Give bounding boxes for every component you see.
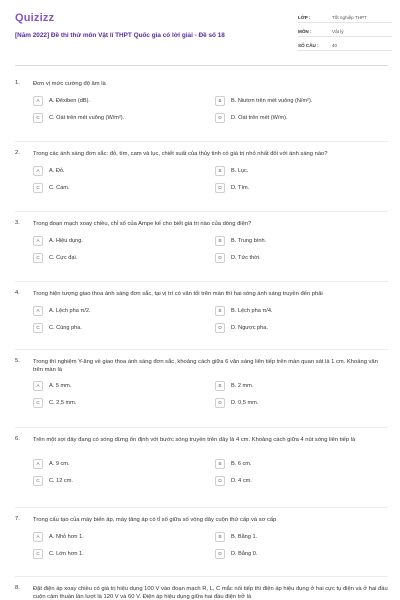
answer-option-b[interactable] bbox=[215, 165, 385, 176]
answer-option-c[interactable] bbox=[33, 548, 203, 559]
option-text: A. 5 mm. bbox=[49, 382, 72, 389]
option-text: B. Trung bình. bbox=[231, 237, 267, 244]
option-key-box: C bbox=[33, 476, 43, 486]
meta-count-row bbox=[298, 40, 392, 51]
option-key-box: D bbox=[215, 113, 225, 123]
option-text: C. Cực đại. bbox=[49, 254, 78, 261]
answer-option-b[interactable] bbox=[215, 235, 385, 246]
answer-option-d[interactable] bbox=[215, 322, 385, 333]
option-text: B. 6 cm. bbox=[231, 460, 252, 467]
quizizz-logo: Quizizz bbox=[15, 12, 55, 24]
answer-option-d[interactable] bbox=[215, 475, 385, 486]
option-text: D. Oát trên mét (W/m). bbox=[231, 114, 288, 121]
answer-option-b[interactable] bbox=[215, 458, 385, 469]
answer-option-d[interactable] bbox=[215, 112, 385, 123]
option-key-box: A bbox=[33, 381, 43, 391]
option-key-box: A bbox=[33, 306, 43, 316]
question-divider bbox=[15, 141, 388, 142]
meta-class-label: LỚP : bbox=[298, 14, 311, 20]
meta-class-value: Tốt nghiệp THPT bbox=[332, 14, 367, 20]
option-key-box: D bbox=[215, 398, 225, 408]
option-key-box: D bbox=[215, 323, 225, 333]
question-number: 6. bbox=[15, 436, 20, 442]
question-number: 8. bbox=[15, 585, 20, 591]
question-number: 2. bbox=[15, 150, 20, 156]
question-text: Trong hiện tượng giao thoa ánh sáng đơn sắc, tại vị trí có vân tối trên màn thì hai sóng ánh sáng truyền đến phải bbox=[33, 291, 323, 297]
meta-class-row bbox=[298, 12, 392, 23]
option-key-box: D bbox=[215, 253, 225, 263]
question-number: 1. bbox=[15, 80, 20, 86]
question-text: Trong đoạn mạch xoay chiều, chỉ số của Ampe kế cho biết giá trị nào của dòng điện? bbox=[33, 221, 252, 227]
answer-option-a[interactable] bbox=[33, 95, 203, 106]
option-text: C. Oát trên mét vuông (W/m²). bbox=[49, 114, 125, 121]
option-key-box: A bbox=[33, 459, 43, 469]
question-text: Đặt điện áp xoay chiều có giá trị hiệu dụng 100 V vào đoạn mạch R, L, C mắc nối tiếp thì điện áp hiệu dụng ở hai cực tụ điện và ở hai đầu cuộn cảm thuần lần lượt là 120 V và 60 V. Điện áp hiệu dụng giữa hai đầu điện trở là bbox=[33, 586, 388, 600]
option-key-box: B bbox=[215, 166, 225, 176]
answer-option-a[interactable] bbox=[33, 531, 203, 542]
question-text: Đơn vị mức cường độ âm là bbox=[33, 81, 106, 87]
meta-subject-row bbox=[298, 26, 392, 37]
option-key-box: D bbox=[215, 183, 225, 193]
answer-option-d[interactable] bbox=[215, 548, 385, 559]
option-text: B. Bằng 1. bbox=[231, 533, 258, 540]
worksheet-meta bbox=[298, 12, 392, 54]
option-text: D. 0,5 mm. bbox=[231, 399, 259, 406]
option-text: C. Lớn hơn 1. bbox=[49, 550, 84, 557]
worksheet-header bbox=[0, 0, 400, 62]
option-key-box: B bbox=[215, 236, 225, 246]
option-key-box: C bbox=[33, 323, 43, 333]
option-text: D. Tức thời. bbox=[231, 254, 261, 261]
answer-option-c[interactable] bbox=[33, 322, 203, 333]
answer-option-d[interactable] bbox=[215, 182, 385, 193]
option-key-box: B bbox=[215, 306, 225, 316]
option-text: D. Ngược pha. bbox=[231, 324, 268, 331]
option-key-box: A bbox=[33, 96, 43, 106]
option-text: A. Hiệu dụng. bbox=[49, 237, 83, 244]
question-divider bbox=[15, 576, 388, 577]
answer-option-c[interactable] bbox=[33, 252, 203, 263]
option-text: D. Tím. bbox=[231, 184, 250, 191]
option-key-box: C bbox=[33, 253, 43, 263]
option-key-box: A bbox=[33, 166, 43, 176]
question-divider bbox=[15, 427, 388, 428]
question-number: 4. bbox=[15, 290, 20, 296]
option-text: C. 12 cm. bbox=[49, 477, 73, 484]
option-text: A. Nhỏ hơn 1. bbox=[49, 533, 84, 540]
question-text: Trong các ánh sáng đơn sắc: đỏ, tím, cam và lục, chiết suất của thủy tinh có giá trị nhỏ nhất đối với ánh sáng nào? bbox=[33, 151, 328, 157]
option-text: B. Lục. bbox=[231, 167, 249, 174]
option-text: C. 2,5 mm. bbox=[49, 399, 77, 406]
answer-option-a[interactable] bbox=[33, 165, 203, 176]
option-key-box: C bbox=[33, 398, 43, 408]
answer-option-a[interactable] bbox=[33, 305, 203, 316]
question-divider bbox=[15, 507, 388, 508]
question-text: Trong thí nghiệm Y-âng về giao thoa ánh sáng đơn sắc, khoảng cách giữa 6 vân sáng liên tiếp trên màn quan sát là 1 cm. Khoảng vân trên màn là bbox=[33, 359, 378, 373]
question-divider bbox=[15, 349, 388, 350]
answer-option-b[interactable] bbox=[215, 380, 385, 391]
answer-option-c[interactable] bbox=[33, 182, 203, 193]
option-text: C. Cam. bbox=[49, 184, 70, 191]
question-text: Trên một sợi dây đang có sóng dừng ổn định với bước sóng truyền trên dây là 4 cm. Khoảng cách giữa 4 nút sóng liên tiếp là bbox=[33, 437, 356, 443]
answer-option-c[interactable] bbox=[33, 475, 203, 486]
option-text: A. Đỏ. bbox=[49, 167, 65, 174]
option-text: C. Cùng pha. bbox=[49, 324, 82, 331]
option-key-box: B bbox=[215, 96, 225, 106]
answer-option-c[interactable] bbox=[33, 397, 203, 408]
option-key-box: B bbox=[215, 532, 225, 542]
header-divider bbox=[15, 65, 388, 66]
option-key-box: C bbox=[33, 183, 43, 193]
answer-option-b[interactable] bbox=[215, 305, 385, 316]
option-text: A. Lệch pha π/2. bbox=[49, 307, 91, 314]
option-text: B. 2 mm. bbox=[231, 382, 254, 389]
option-text: D. Bằng 0. bbox=[231, 550, 258, 557]
option-key-box: D bbox=[215, 476, 225, 486]
option-text: A. 9 cm. bbox=[49, 460, 70, 467]
meta-count-label: SỐ CÂU : bbox=[298, 42, 319, 48]
meta-count-value: 40 bbox=[332, 42, 338, 48]
option-key-box: B bbox=[215, 459, 225, 469]
question-divider bbox=[15, 211, 388, 212]
option-key-box: C bbox=[33, 113, 43, 123]
answer-option-a[interactable] bbox=[33, 380, 203, 391]
answer-option-d[interactable] bbox=[215, 252, 385, 263]
answer-option-c[interactable] bbox=[33, 112, 203, 123]
meta-subject-label: MÔN : bbox=[298, 28, 312, 34]
option-key-box: B bbox=[215, 381, 225, 391]
option-key-box: A bbox=[33, 532, 43, 542]
option-text: D. 4 cm. bbox=[231, 477, 252, 484]
option-key-box: C bbox=[33, 549, 43, 559]
meta-subject-value: Vật lý bbox=[332, 28, 344, 34]
option-key-box: D bbox=[215, 549, 225, 559]
answer-option-b[interactable] bbox=[215, 95, 385, 106]
question-number: 5. bbox=[15, 358, 20, 364]
option-key-box: A bbox=[33, 236, 43, 246]
worksheet-title: [Năm 2022] Đề thi thử môn Vật lí THPT Quốc gia có lời giải - Đề số 18 bbox=[15, 32, 225, 39]
answer-option-d[interactable] bbox=[215, 397, 385, 408]
answer-option-a[interactable] bbox=[33, 458, 203, 469]
question-number: 7. bbox=[15, 516, 20, 522]
option-text: A. Đêxiben (dB). bbox=[49, 97, 91, 104]
option-text: B. Lệch pha π/4. bbox=[231, 307, 273, 314]
question-number: 3. bbox=[15, 220, 20, 226]
question-text: Trong cấu tạo của máy biến áp, máy tăng áp có tỉ số giữa số vòng dây cuộn thứ cấp và sơ cấp bbox=[33, 517, 277, 523]
option-text: B. Niutơn trên mét vuông (N/m²). bbox=[231, 97, 313, 104]
answer-option-a[interactable] bbox=[33, 235, 203, 246]
question-divider bbox=[15, 281, 388, 282]
answer-option-b[interactable] bbox=[215, 531, 385, 542]
